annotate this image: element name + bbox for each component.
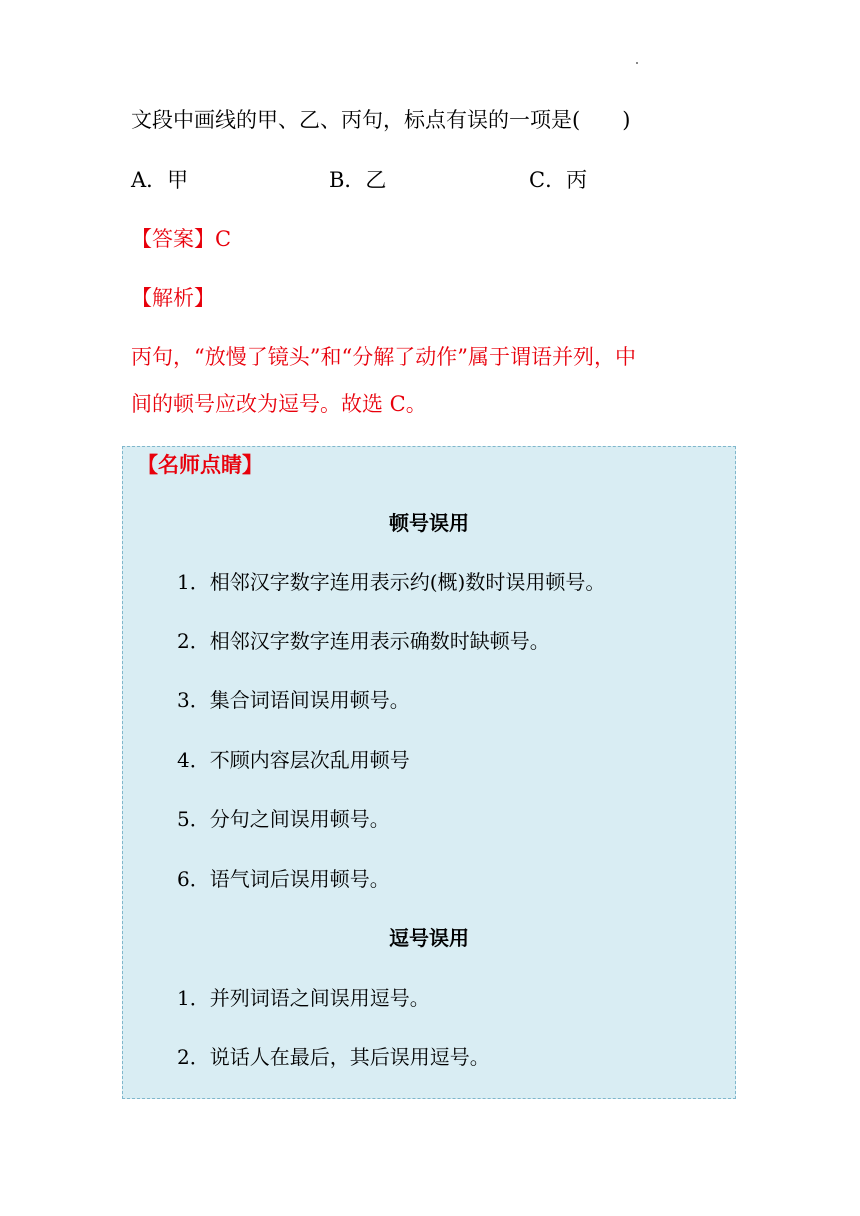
option-a[interactable]: A．甲 bbox=[131, 168, 189, 192]
teacher-tips-box bbox=[122, 446, 736, 1099]
list-item: 1．相邻汉字数字连用表示约(概)数时误用顿号。 bbox=[177, 570, 606, 594]
page-mark bbox=[636, 62, 638, 64]
answer-label: 【答案】 bbox=[131, 227, 215, 251]
option-c[interactable]: C．丙 bbox=[529, 168, 588, 192]
list-item: 2．说话人在最后，其后误用逗号。 bbox=[177, 1045, 490, 1069]
answer-value: C bbox=[215, 227, 232, 251]
question-text: 文段中画线的甲、乙、丙句，标点有误的一项是( ) bbox=[131, 108, 631, 132]
list-item: 3．集合词语间误用顿号。 bbox=[177, 688, 410, 712]
list-item: 4．不顾内容层次乱用顿号 bbox=[177, 748, 410, 772]
options-row bbox=[131, 166, 731, 194]
list-item: 6．语气词后误用顿号。 bbox=[177, 867, 390, 891]
list-item: 1．并列词语之间误用逗号。 bbox=[177, 986, 430, 1010]
section-title-douhao: 逗号误用 bbox=[389, 926, 469, 950]
answer-line bbox=[131, 225, 231, 253]
list-item: 2．相邻汉字数字连用表示确数时缺顿号。 bbox=[177, 629, 550, 653]
tips-heading: 【名师点睛】 bbox=[137, 453, 263, 477]
list-item: 5．分句之间误用顿号。 bbox=[177, 807, 390, 831]
section-title-dunhao: 顿号误用 bbox=[389, 511, 469, 535]
analysis-line-2: 间的顿号应改为逗号。故选 C。 bbox=[131, 392, 427, 416]
analysis-label: 【解析】 bbox=[131, 286, 215, 310]
analysis-line-1: 丙句，“放慢了镜头”和“分解了动作”属于谓语并列，中 bbox=[131, 345, 636, 369]
option-b[interactable]: B．乙 bbox=[329, 168, 387, 192]
